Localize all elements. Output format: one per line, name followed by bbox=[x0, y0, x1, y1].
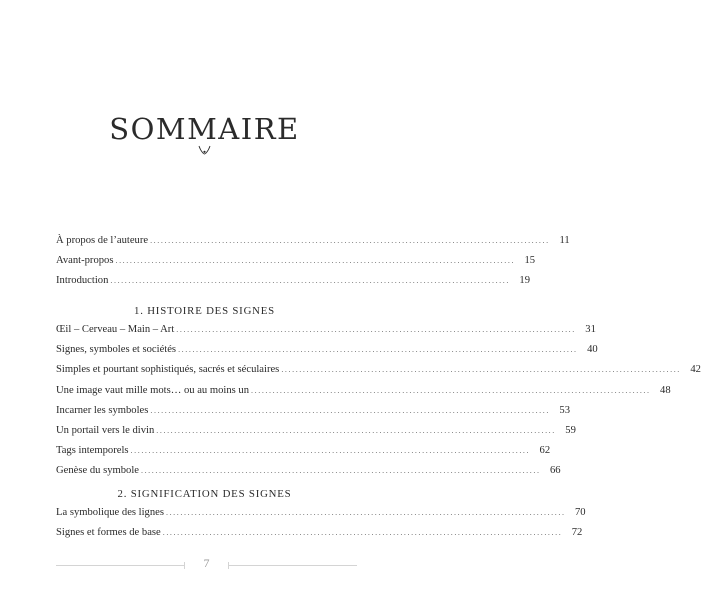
toc-entry-page: 42 bbox=[690, 364, 701, 376]
toc-entry[interactable] bbox=[56, 445, 551, 465]
dot-leader: ............................................................................................................... bbox=[130, 446, 531, 456]
toc-entry[interactable] bbox=[56, 235, 570, 255]
dot-leader: ............................................................................................................... bbox=[176, 325, 576, 334]
dot-leader: ............................................................................................................... bbox=[115, 256, 516, 266]
dot-leader: ............................................................................................................... bbox=[150, 236, 550, 245]
footer-rule-right bbox=[229, 565, 357, 566]
toc-entry-page: 72 bbox=[571, 527, 583, 539]
toc-entry[interactable] bbox=[56, 527, 583, 547]
dot-leader: ............................................................................................................... bbox=[156, 425, 556, 435]
toc-entry[interactable] bbox=[56, 255, 536, 275]
toc-entry-page: 19 bbox=[519, 275, 530, 287]
toc-entry-label: La symbolique des lignes bbox=[56, 507, 164, 518]
toc-entry-label: Œil – Cerveau – Main – Art bbox=[56, 324, 175, 335]
toc-entry-page: 59 bbox=[565, 424, 576, 436]
toc-entry[interactable] bbox=[56, 384, 671, 405]
toc-entry[interactable] bbox=[56, 424, 576, 445]
toc-entry-page: 31 bbox=[585, 324, 596, 335]
toc-entry-page: 66 bbox=[549, 465, 561, 477]
toc-entry[interactable] bbox=[56, 324, 596, 344]
toc-entry-label: Avant-propos bbox=[56, 255, 114, 267]
toc-front-matter bbox=[56, 235, 570, 296]
dot-leader: ............................................................................................................... bbox=[165, 508, 566, 517]
title-ornament-icon bbox=[198, 145, 211, 155]
toc-entry[interactable] bbox=[56, 275, 530, 295]
toc-entry-label: Un portail vers le divin bbox=[56, 424, 155, 436]
section-heading: 1. HISTOIRE DES SIGNES bbox=[134, 305, 275, 317]
toc-entry-page: 62 bbox=[539, 445, 551, 457]
toc-entry-label: Signes, symboles et sociétés bbox=[56, 344, 177, 356]
toc-entry[interactable] bbox=[56, 344, 598, 364]
dot-leader: ............................................................................................................... bbox=[150, 405, 550, 415]
toc-entry-label: Tags intemporels bbox=[56, 445, 129, 457]
toc-entry[interactable] bbox=[56, 507, 586, 527]
page-number: 7 bbox=[203, 556, 210, 570]
dot-leader: ............................................................................................................... bbox=[251, 385, 651, 395]
page-footer bbox=[56, 556, 357, 576]
dot-leader: ............................................................................................................... bbox=[281, 365, 681, 375]
toc-entry-label: Introduction bbox=[56, 275, 109, 287]
toc-entry[interactable] bbox=[56, 465, 561, 485]
toc-entry-page: 48 bbox=[660, 384, 671, 396]
toc-entry[interactable] bbox=[56, 404, 570, 425]
toc-section-2 bbox=[56, 507, 586, 547]
section-heading: 2. SIGNIFICATION DES SIGNES bbox=[117, 488, 292, 500]
toc-entry-page: 40 bbox=[587, 344, 598, 356]
dot-leader: ............................................................................................................... bbox=[178, 345, 578, 355]
toc-entry-label: À propos de l’auteure bbox=[56, 235, 149, 246]
toc-entry-label: Signes et formes de base bbox=[56, 527, 161, 539]
toc-entry[interactable] bbox=[56, 364, 701, 384]
page-title: SOMMAIRE bbox=[109, 112, 300, 146]
dot-leader: ............................................................................................................... bbox=[162, 528, 563, 538]
toc-entry-label: Une image vaut mille mots… ou au moins un bbox=[56, 384, 250, 396]
toc-entry-page: 53 bbox=[559, 404, 570, 416]
dot-leader: ............................................................................................................... bbox=[110, 276, 510, 286]
toc-entry-label: Genèse du symbole bbox=[56, 465, 139, 477]
dot-leader: ............................................................................................................... bbox=[140, 466, 541, 476]
toc-section-1 bbox=[56, 324, 701, 486]
toc-entry-page: 70 bbox=[575, 507, 586, 518]
toc-entry-label: Incarner les symboles bbox=[56, 404, 149, 416]
toc-entry-page: 15 bbox=[524, 255, 536, 267]
toc-entry-label: Simples et pourtant sophistiqués, sacrés et séculaires bbox=[56, 364, 280, 376]
toc-entry-page: 11 bbox=[559, 235, 570, 246]
